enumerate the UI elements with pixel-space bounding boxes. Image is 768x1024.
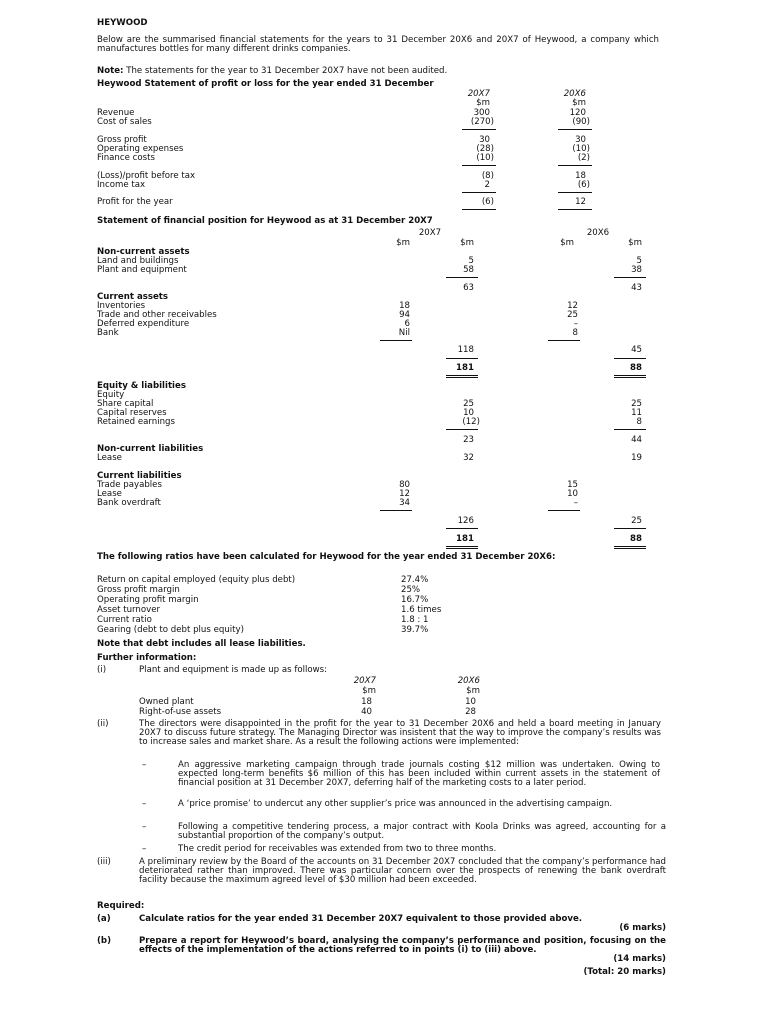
pl-label-profit-for-year: Profit for the year: [97, 197, 173, 207]
pl-rule: [558, 165, 592, 166]
bullet-credit-period: The credit period for receivables was extended from two to three months.: [178, 844, 497, 854]
total-marks: (Total: 20 marks): [583, 967, 666, 977]
sfp-value: 18: [399, 301, 410, 311]
sfp-unit: $m: [628, 238, 642, 248]
req-b-marks: (14 marks): [613, 954, 666, 964]
item-number: (i): [97, 665, 107, 675]
pl-rule: [462, 129, 496, 130]
dash-bullet: –: [142, 822, 147, 832]
sfp-label-bank: Bank: [97, 328, 119, 338]
sfp-unit: $m: [396, 238, 410, 248]
sfp-rule: [446, 528, 478, 529]
pl-rule: [558, 192, 592, 193]
ratio-value: 25%: [401, 585, 421, 595]
sfp-rule: [446, 429, 478, 430]
pl-value: (10): [572, 144, 590, 154]
sfp-value: 25: [567, 310, 578, 320]
sfp-label-overdraft: Bank overdraft: [97, 498, 161, 508]
pe-value: 28: [465, 707, 476, 717]
sfp-value: 63: [463, 283, 474, 293]
sfp-value: 5: [636, 256, 642, 266]
sfp-value: 44: [631, 435, 642, 445]
sfp-value: 6: [404, 319, 410, 329]
pl-rule: [462, 165, 496, 166]
item-iii-text: A preliminary review by the Board of the accounts on 31 December 20X7 concluded that the company’s performance had deteriorated rather than improved. There was particular concern over the prospects of renewing the bank overdraft facility because the maximum agreed level of $30 million had been exceeded.: [139, 857, 666, 886]
sfp-rule: [614, 546, 646, 547]
pl-col-20x6: 20X6: [563, 89, 586, 99]
sfp-label-plant: Plant and equipment: [97, 265, 187, 275]
ratios-title: The following ratios have been calculated for Heywood for the year ended 31 December 20X6:: [97, 552, 556, 562]
sfp-rule: [380, 510, 412, 511]
req-a-marks: (6 marks): [619, 923, 666, 933]
sfp-total-eq-liab: 88: [630, 534, 642, 544]
sfp-value: 19: [631, 453, 642, 463]
pe-value: 10: [465, 697, 476, 707]
pl-rule: [558, 209, 592, 210]
ratios-note: Note that debt includes all lease liabilities.: [97, 639, 306, 649]
sfp-value: 8: [636, 417, 642, 427]
pl-label-cost-of-sales: Cost of sales: [97, 117, 152, 127]
pl-value: 30: [575, 135, 586, 145]
pl-label-finance-costs: Finance costs: [97, 153, 155, 163]
pl-label-gross-profit: Gross profit: [97, 135, 147, 145]
bullet-price-promise: A ‘price promise’ to undercut any other supplier’s price was announced in the advertising campaign.: [178, 799, 613, 809]
ratio-label: Gearing (debt to debt plus equity): [97, 625, 244, 635]
ratio-label: Gross profit margin: [97, 585, 180, 595]
sfp-rule: [446, 358, 478, 359]
sfp-rule: [446, 548, 478, 549]
pl-value: (2): [577, 153, 590, 163]
req-number: (b): [97, 936, 112, 946]
sfp-rule: [614, 377, 646, 378]
pl-title: Heywood Statement of profit or loss for the year ended 31 December: [97, 79, 434, 89]
sfp-rule: [380, 340, 412, 341]
pl-label-loss-before-tax: (Loss)/profit before tax: [97, 171, 196, 181]
pl-value: (90): [572, 117, 590, 127]
sfp-value: 12: [567, 301, 578, 311]
sfp-rule: [446, 277, 478, 278]
ratio-value: 1.8 : 1: [401, 615, 429, 625]
sfp-label-equity: Equity: [97, 390, 125, 400]
bullet-marketing: An aggressive marketing campaign through trade journals costing $12 million was undertaken. Owing to expected long-term benefits $6 million of this has been included within current assets in the statement of financial position at 31 December 20X7, deferring half of the marketing costs to a later period.: [178, 760, 660, 789]
sfp-total-assets: 181: [456, 363, 474, 373]
req-b-text: Prepare a report for Heywood’s board, analysing the company’s performance and position, focusing on the effects of the implementation of the actions referred to in points (i) to (iii) above.: [139, 936, 666, 956]
sfp-value: 12: [399, 489, 410, 499]
sfp-value: –: [573, 498, 578, 508]
intro-paragraph: Below are the summarised financial statements for the years to 31 December 20X6 and 20X7 of Heywood, a company which manufactures bottles for many different drinks companies.: [97, 35, 659, 55]
sfp-value: (12): [462, 417, 480, 427]
ratio-label: Return on capital employed (equity plus debt): [97, 575, 296, 585]
sfp-rule: [446, 546, 478, 547]
sfp-value: 5: [468, 256, 474, 266]
dash-bullet: –: [142, 799, 147, 809]
sfp-value: 25: [463, 399, 474, 409]
sfp-label-share: Share capital: [97, 399, 154, 409]
pl-unit-20x6: $m: [572, 98, 586, 108]
ratio-value: 27.4%: [401, 575, 429, 585]
page-title: HEYWOOD: [97, 18, 148, 28]
item-i-text: Plant and equipment is made up as follows:: [139, 665, 328, 675]
sfp-value: 45: [631, 345, 642, 355]
pl-label-operating-expenses: Operating expenses: [97, 144, 184, 154]
dash-bullet: –: [142, 760, 147, 770]
item-number: (ii): [97, 719, 109, 729]
sfp-heading-nca: Non-current assets: [97, 247, 190, 257]
sfp-value: 10: [463, 408, 474, 418]
pe-unit: $m: [466, 686, 480, 696]
pl-value: 18: [575, 171, 586, 181]
sfp-label-land: Land and buildings: [97, 256, 179, 266]
pe-col-20x6: 20X6: [457, 676, 480, 686]
pl-value: 2: [484, 180, 490, 190]
pl-value: (270): [470, 117, 494, 127]
sfp-value: –: [573, 319, 578, 329]
ratio-label: Current ratio: [97, 615, 152, 625]
sfp-rule: [446, 377, 478, 378]
bullet-koola-contract: Following a competitive tendering process, a major contract with Koola Drinks was agreed, accounting for a substantial proportion of the company’s output.: [178, 822, 666, 842]
sfp-label-deferred: Deferred expenditure: [97, 319, 190, 329]
pe-value: 18: [361, 697, 372, 707]
sfp-value: 25: [631, 399, 642, 409]
sfp-title: Statement of financial position for Heywood as at 31 December 20X7: [97, 216, 433, 226]
pe-unit: $m: [362, 686, 376, 696]
ratio-label: Operating profit margin: [97, 595, 199, 605]
sfp-col-20x6: 20X6: [586, 228, 610, 238]
sfp-rule: [548, 510, 580, 511]
sfp-unit: $m: [460, 238, 474, 248]
note-label: Note:: [97, 66, 124, 76]
sfp-label-trade-payables: Trade payables: [97, 480, 162, 490]
sfp-value: 32: [463, 453, 474, 463]
sfp-label-capres: Capital reserves: [97, 408, 167, 418]
req-number: (a): [97, 914, 111, 924]
sfp-value: 118: [457, 345, 474, 355]
sfp-rule: [614, 375, 646, 376]
sfp-value: 8: [572, 328, 578, 338]
sfp-value: 15: [567, 480, 578, 490]
pe-label-rou: Right-of-use assets: [139, 707, 222, 717]
pl-label-revenue: Revenue: [97, 108, 135, 118]
sfp-rule: [548, 340, 580, 341]
ratio-value: 16.7%: [401, 595, 429, 605]
req-a-text: Calculate ratios for the year ended 31 December 20X7 equivalent to those provided above.: [139, 914, 583, 924]
pl-value: (10): [476, 153, 494, 163]
note-line: [97, 67, 447, 76]
further-title: Further information:: [97, 653, 197, 663]
pl-unit-20x7: $m: [476, 98, 490, 108]
sfp-value: 25: [631, 516, 642, 526]
sfp-rule: [614, 277, 646, 278]
pl-value: 12: [575, 197, 586, 207]
sfp-rule: [614, 429, 646, 430]
sfp-value: 38: [631, 265, 642, 275]
sfp-label-retained: Retained earnings: [97, 417, 175, 427]
pe-col-20x7: 20X7: [353, 676, 376, 686]
sfp-heading-eq: Equity & liabilities: [97, 381, 186, 391]
sfp-heading-cl: Current liabilities: [97, 471, 182, 481]
sfp-rule: [446, 375, 478, 376]
sfp-value: 126: [457, 516, 474, 526]
pl-value: 30: [479, 135, 490, 145]
sfp-total-assets: 88: [630, 363, 642, 373]
sfp-heading-ncl: Non-current liabilities: [97, 444, 204, 454]
sfp-value: 43: [631, 283, 642, 293]
pe-label-owned: Owned plant: [139, 697, 194, 707]
pl-value: (6): [481, 197, 494, 207]
sfp-label-receivables: Trade and other receivables: [97, 310, 217, 320]
ratio-value: 39.7%: [401, 625, 429, 635]
dash-bullet: –: [142, 844, 147, 854]
sfp-value: 58: [463, 265, 474, 275]
pl-label-income-tax: Income tax: [97, 180, 146, 190]
sfp-value: Nil: [398, 328, 410, 338]
pl-value: 120: [569, 108, 586, 118]
pe-value: 40: [361, 707, 372, 717]
ratio-label: Asset turnover: [97, 605, 161, 615]
sfp-value: 94: [399, 310, 410, 320]
ratio-value: 1.6 times: [401, 605, 442, 615]
sfp-label-cl-lease: Lease: [97, 489, 122, 499]
pl-value: (6): [577, 180, 590, 190]
sfp-value: 23: [463, 435, 474, 445]
sfp-value: 34: [399, 498, 410, 508]
sfp-value: 80: [399, 480, 410, 490]
sfp-label-inventories: Inventories: [97, 301, 146, 311]
sfp-rule: [614, 548, 646, 549]
sfp-label-lease: Lease: [97, 453, 122, 463]
item-ii-text: The directors were disappointed in the profit for the year to 31 December 20X6 and held a board meeting in January 20X7 to discuss future strategy. The Managing Director was insistent that the way to improve the company’s results was to increase sales and market share. As a result the following actions were implemented:: [139, 719, 661, 748]
sfp-rule: [614, 528, 646, 529]
item-number: (iii): [97, 857, 111, 867]
pl-rule: [462, 192, 496, 193]
pl-rule: [462, 209, 496, 210]
pl-value: (28): [476, 144, 494, 154]
pl-value: (8): [481, 171, 494, 181]
sfp-col-20x7: 20X7: [418, 228, 442, 238]
pl-col-20x7: 20X7: [467, 89, 490, 99]
sfp-total-eq-liab: 181: [456, 534, 474, 544]
sfp-value: 10: [567, 489, 578, 499]
sfp-value: 11: [631, 408, 642, 418]
note-text: The statements for the year to 31 December 20X7 have not been audited.: [126, 66, 448, 76]
sfp-unit: $m: [560, 238, 574, 248]
pl-rule: [558, 129, 592, 130]
sfp-rule: [614, 358, 646, 359]
pl-value: 300: [473, 108, 490, 118]
sfp-heading-ca: Current assets: [97, 292, 169, 302]
required-title: Required:: [97, 901, 145, 911]
